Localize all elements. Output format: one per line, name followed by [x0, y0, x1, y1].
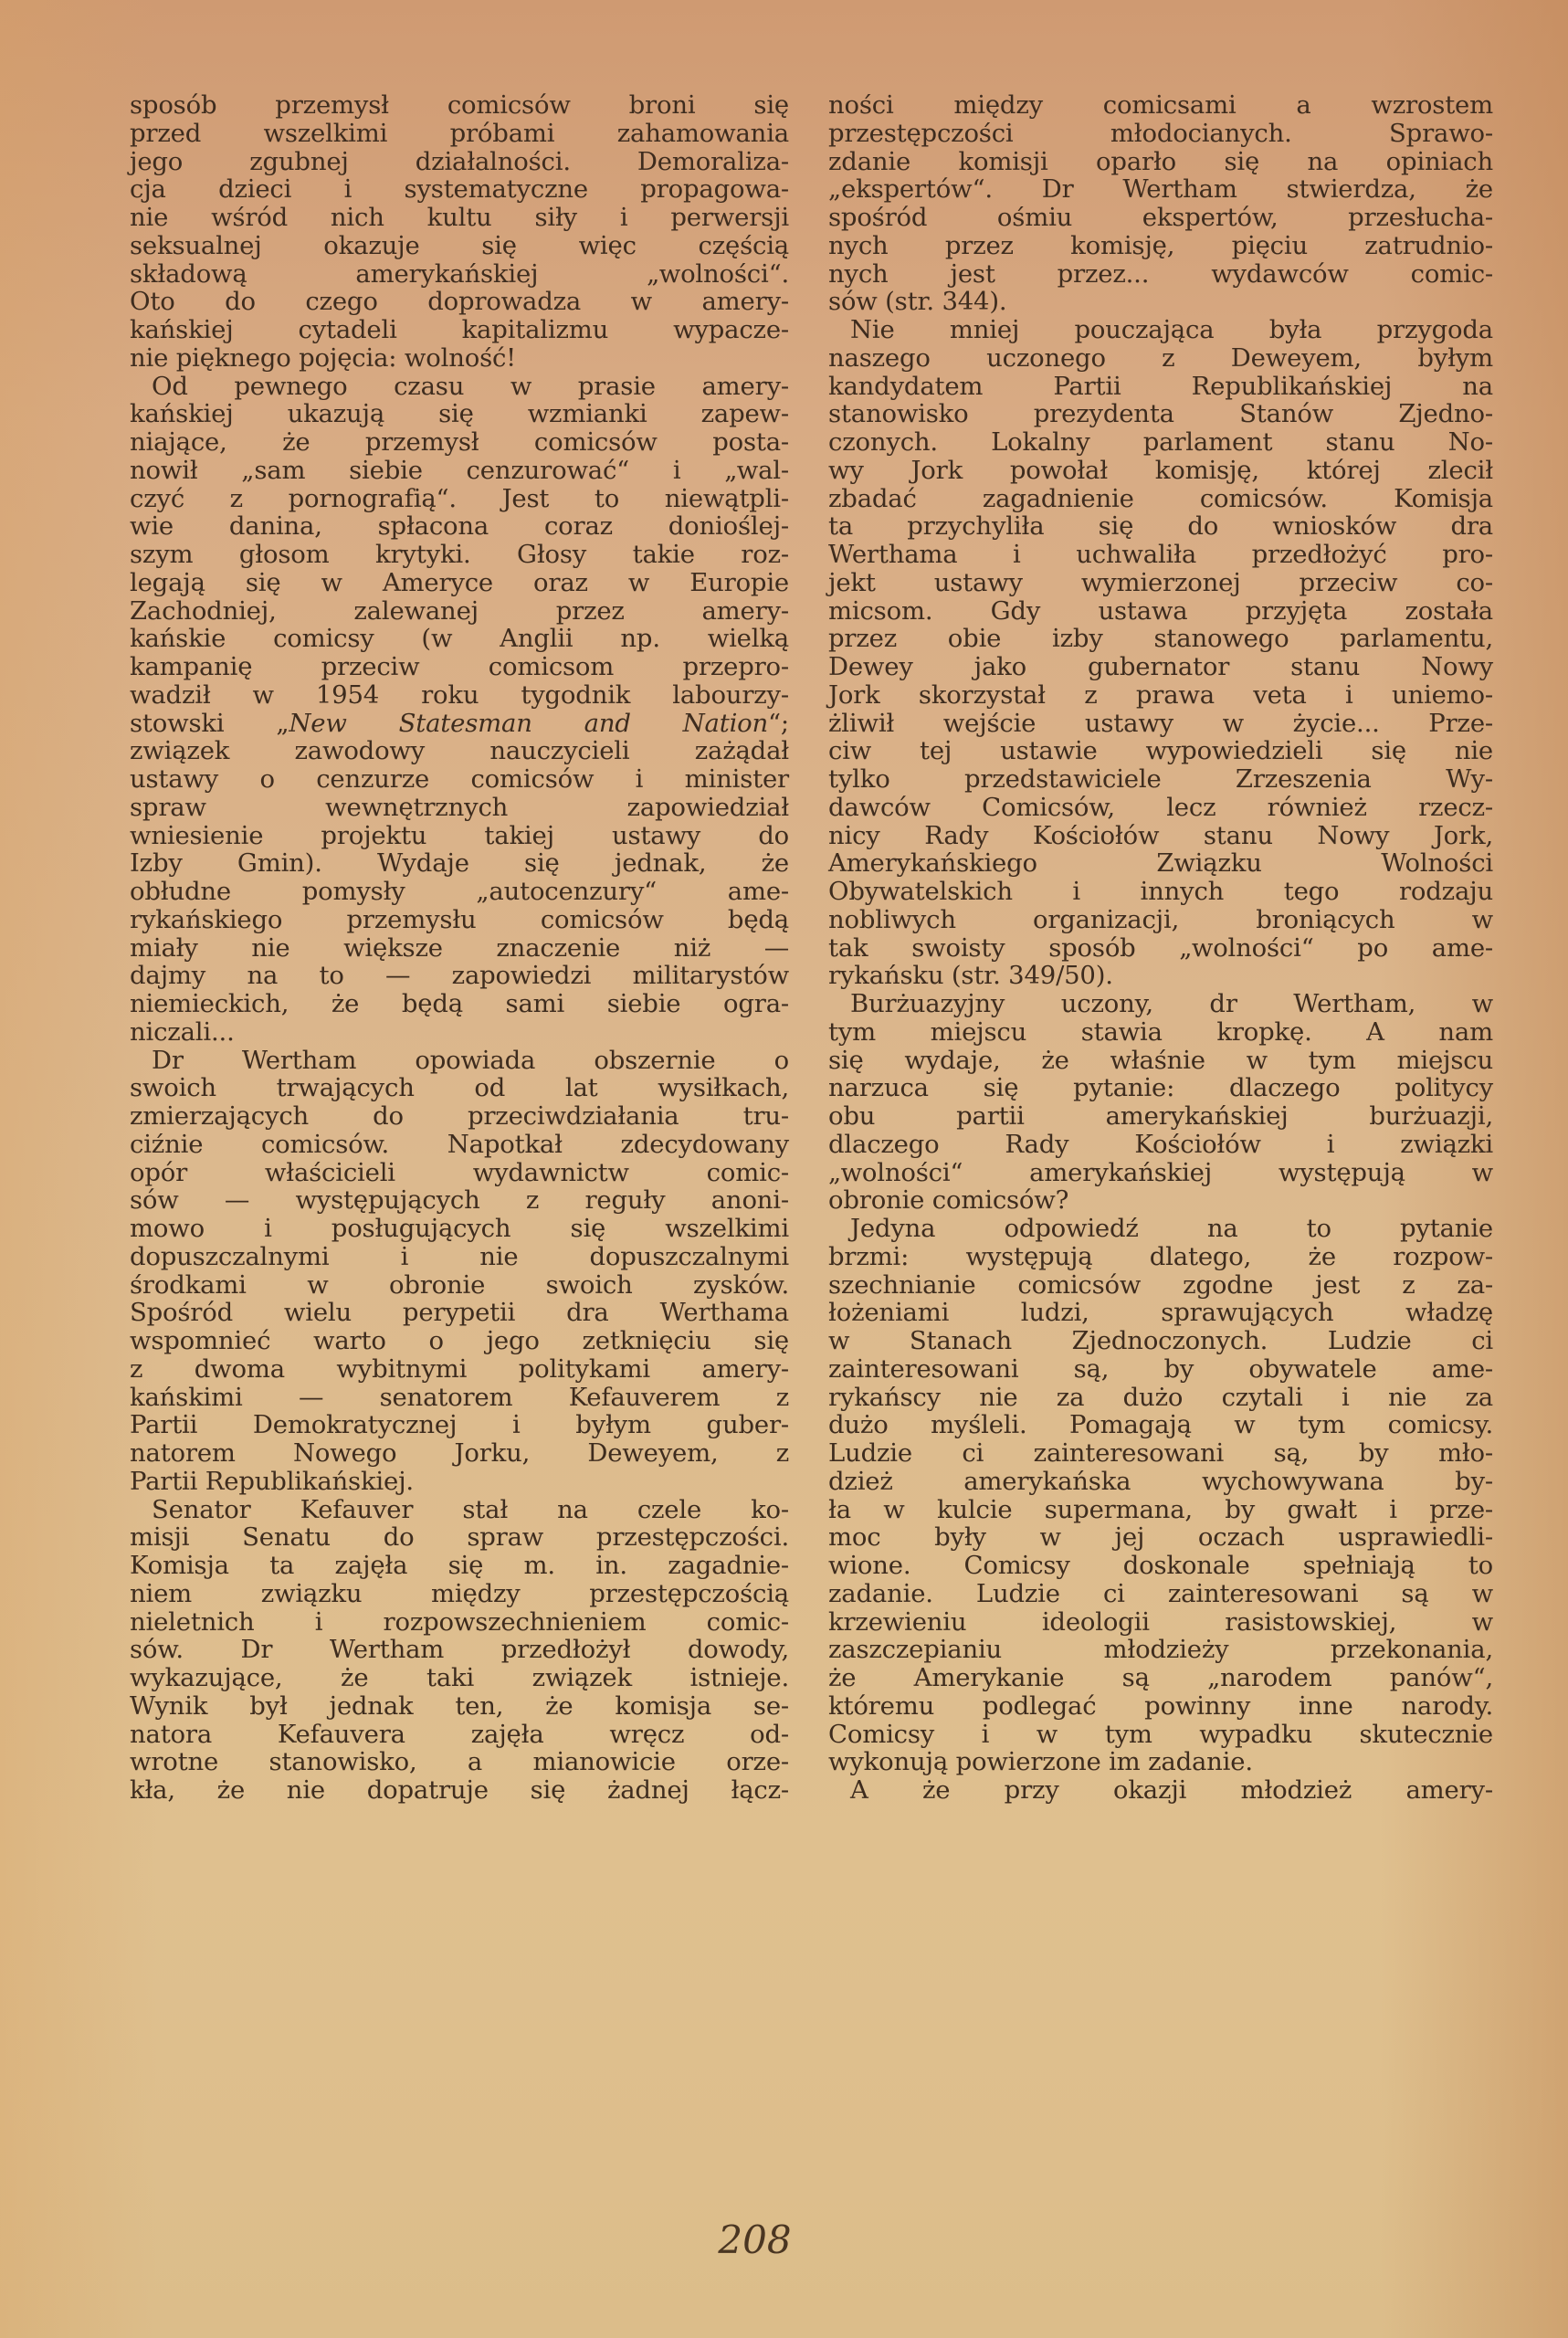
- text-line: dawców Comicsów, lecz również rzecz-: [828, 792, 1493, 822]
- text-line: z dwoma wybitnymi politykami amery-: [130, 1353, 789, 1384]
- text-line: kańskie comicsy (w Anglii np. wielką: [130, 624, 789, 654]
- text-line: dużo myśleli. Pomagają w tym comicsy.: [828, 1410, 1493, 1440]
- text-line: obu partii amerykańskiej burżuazji,: [828, 1101, 1493, 1131]
- text-line: kampanię przeciw comicsom przepro-: [130, 652, 789, 681]
- text-line: kła, że nie dopatruje się żadnej łącz-: [130, 1775, 789, 1805]
- text-line: zadanie. Ludzie ci zainteresowani są w: [828, 1578, 1493, 1608]
- text-line: Wynik był jednak ten, że komisja se-: [130, 1690, 789, 1721]
- text-line: zaszczepianiu młodzieży przekonania,: [828, 1635, 1493, 1665]
- text-line: nowił „sam siebie cenzurować“ i „wal-: [130, 455, 789, 485]
- text-line: kandydatem Partii Republikańskiej na: [828, 371, 1493, 401]
- left-text-column: [130, 91, 789, 1805]
- text-line: „wolności“ amerykańskiej występują w: [828, 1157, 1493, 1187]
- text-line: któremu podlegać powinny inne narody.: [828, 1690, 1493, 1721]
- text-line: brzmi: występują dlatego, że rozpow-: [828, 1241, 1493, 1271]
- text-line: obronie comicsów?: [828, 1185, 1069, 1216]
- text-line: nie pięknego pojęcia: wolność!: [130, 342, 517, 373]
- text-line: tak swoisty sposób „wolności“ po ame-: [828, 932, 1493, 963]
- text-line: kańskiej ukazują się wzmianki zapew-: [130, 399, 789, 429]
- text-line: wy Jork powołał komisję, której zlecił: [828, 455, 1493, 485]
- text-line: środkami w obronie swoich zysków.: [130, 1269, 789, 1300]
- text-line: narzuca się pytanie: dlaczego politycy: [828, 1073, 1493, 1103]
- text-line: micsom. Gdy ustawa przyjęta została: [828, 595, 1493, 626]
- text-line: Jork skorzystał z prawa veta i uniemo-: [828, 679, 1493, 710]
- text-line: niem związku między przestępczością: [130, 1578, 789, 1608]
- text-line: zbadać zagadnienie comicsów. Komisja: [828, 483, 1493, 513]
- text-line: spraw wewnętrznych zapowiedział: [130, 792, 789, 822]
- text-line: żliwił wejście ustawy w życie... Prze-: [828, 708, 1493, 738]
- text-line: Partii Demokratycznej i byłym guber-: [130, 1410, 789, 1440]
- text-line: ta przychyliła się do wniosków dra: [828, 511, 1493, 542]
- text-line: sów — występujących z reguły anoni-: [130, 1185, 789, 1216]
- text-line: wspomnieć warto o jego zetknięciu się: [130, 1326, 789, 1355]
- text-line: ustawy o cenzurze comicsów i minister: [130, 764, 789, 794]
- right-text-column: [828, 91, 1493, 1805]
- text-line: ciw tej ustawie wypowiedzieli się nie: [828, 736, 1493, 766]
- text-line: Spośród wielu perypetii dra Werthama: [130, 1298, 789, 1328]
- text-line: miały nie większe znaczenie niż —: [130, 932, 789, 963]
- text-line: stanowisko prezydenta Stanów Zjedno-: [828, 399, 1493, 429]
- text-line: ła w kulcie supermana, by gwałt i prze-: [828, 1494, 1493, 1524]
- text-line: niające, że przemysł comicsów posta-: [130, 427, 789, 457]
- text-line: niczali...: [130, 1016, 235, 1047]
- text-line: Nie mniej pouczająca była przygoda: [850, 315, 1493, 344]
- text-line: nicy Rady Kościołów stanu Nowy Jork,: [828, 820, 1493, 850]
- text-line: stowski „New Statesman and Nation“;: [130, 708, 789, 738]
- text-line: sów (str. 344).: [828, 287, 1007, 317]
- text-line: spośród ośmiu ekspertów, przesłucha-: [828, 203, 1493, 232]
- text-line: nieletnich i rozpowszechnieniem comic-: [130, 1606, 789, 1637]
- text-line: kańskimi — senatorem Kefauverem z: [130, 1382, 789, 1412]
- text-line: czyć z pornografią“. Jest to niewątpli-: [130, 483, 789, 513]
- text-line: Izby Gmin). Wydaje się jednak, że: [130, 848, 789, 879]
- text-line: jego zgubnej działalności. Demoraliza-: [130, 146, 789, 176]
- text-line: czonych. Lokalny parlament stanu No-: [828, 427, 1493, 457]
- text-line: wykazujące, że taki związek istnieje.: [130, 1663, 789, 1692]
- text-line: Zachodniej, zalewanej przez amery-: [130, 595, 789, 626]
- text-line: nych przez komisję, pięciu zatrudnio-: [828, 230, 1493, 260]
- text-line: przestępczości młodocianych. Sprawo-: [828, 118, 1493, 148]
- text-line: dlaczego Rady Kościołów i związki: [828, 1129, 1493, 1159]
- text-line: nie wśród nich kultu siły i perwersji: [130, 203, 789, 232]
- text-line: tylko przedstawiciele Zrzeszenia Wy-: [828, 764, 1493, 794]
- text-line: składową amerykańskiej „wolności“.: [130, 258, 789, 289]
- text-line: związek zawodowy nauczycieli zażądał: [130, 736, 789, 766]
- text-line: ności między comicsami a wzrostem: [828, 90, 1493, 120]
- text-line: dzież amerykańska wychowywana by-: [828, 1466, 1493, 1496]
- text-line: nych jest przez... wydawców comic-: [828, 258, 1493, 289]
- text-line: ciźnie comicsów. Napotkał zdecydowany: [130, 1129, 789, 1159]
- text-line: Jedyna odpowiedź na to pytanie: [850, 1214, 1493, 1243]
- text-line: Od pewnego czasu w prasie amery-: [152, 371, 789, 401]
- text-line: dopuszczalnymi i nie dopuszczalnymi: [130, 1241, 789, 1271]
- text-line: Komisja ta zajęła się m. in. zagadnie-: [130, 1551, 789, 1580]
- text-line: natorem Nowego Jorku, Deweyem, z: [130, 1438, 789, 1468]
- text-line: „ekspertów“. Dr Wertham stwierdza, że: [828, 174, 1493, 205]
- text-line: wykonują powierzone im zadanie.: [828, 1747, 1253, 1777]
- text-line: wione. Comicsy doskonale spełniają to: [828, 1551, 1493, 1580]
- text-line: tym miejscu stawia kropkę. A nam: [828, 1016, 1493, 1047]
- text-line: rykańsku (str. 349/50).: [828, 961, 1113, 991]
- text-line: Comicsy i w tym wypadku skutecznie: [828, 1719, 1493, 1749]
- text-line: w Stanach Zjednoczonych. Ludzie ci: [828, 1326, 1493, 1355]
- text-line: wadził w 1954 roku tygodnik labourzy-: [130, 679, 789, 710]
- text-line: kańskiej cytadeli kapitalizmu wypacze-: [130, 315, 789, 344]
- text-line: Obywatelskich i innych tego rodzaju: [828, 877, 1493, 906]
- text-line: swoich trwających od lat wysiłkach,: [130, 1073, 789, 1103]
- text-line: rykańskiego przemysłu comicsów będą: [130, 904, 789, 934]
- text-line: A że przy okazji młodzież amery-: [850, 1775, 1493, 1805]
- text-line: przez obie izby stanowego parlamentu,: [828, 624, 1493, 654]
- text-line: Ludzie ci zainteresowani są, by mło-: [828, 1438, 1493, 1468]
- text-line: obłudne pomysły „autocenzury“ ame-: [130, 877, 789, 906]
- text-line: Oto do czego doprowadza w amery-: [130, 287, 789, 317]
- text-line: zmierzających do przeciwdziałania tru-: [130, 1101, 789, 1131]
- text-line: cja dzieci i systematyczne propagowa-: [130, 174, 789, 205]
- text-line: jekt ustawy wymierzonej przeciw co-: [828, 567, 1493, 597]
- text-line: że Amerykanie są „narodem panów“,: [828, 1663, 1493, 1692]
- text-line: wie danina, spłacona coraz donioślej-: [130, 511, 789, 542]
- text-line: Burżuazyjny uczony, dr Wertham, w: [850, 989, 1493, 1018]
- text-line: rykańscy nie za dużo czytali i nie za: [828, 1382, 1493, 1412]
- text-line: Partii Republikańskiej.: [130, 1466, 414, 1496]
- text-line: naszego uczonego z Deweyem, byłym: [828, 342, 1493, 373]
- text-line: mowo i posługujących się wszelkimi: [130, 1214, 789, 1243]
- text-line: legają się w Ameryce oraz w Europie: [130, 567, 789, 597]
- text-line: wniesienie projektu takiej ustawy do: [130, 820, 789, 850]
- text-line: szechnianie comicsów zgodne jest z za-: [828, 1269, 1493, 1300]
- text-line: misji Senatu do spraw przestępczości.: [130, 1522, 789, 1553]
- text-line: niemieckich, że będą sami siebie ogra-: [130, 989, 789, 1018]
- italic-title: New Statesman and Nation: [289, 708, 769, 738]
- text-line: seksualnej okazuje się więc częścią: [130, 230, 789, 260]
- text-line: Senator Kefauver stał na czele ko-: [152, 1494, 789, 1524]
- text-line: łożeniami ludzi, sprawujących władzę: [828, 1298, 1493, 1328]
- text-line: nobliwych organizacji, broniących w: [828, 904, 1493, 934]
- text-line: Dr Wertham opowiada obszernie o: [152, 1045, 789, 1075]
- page-number: 208: [718, 2217, 792, 2262]
- text-line: wrotne stanowisko, a mianowicie orze-: [130, 1747, 789, 1777]
- text-line: szym głosom krytyki. Głosy takie roz-: [130, 540, 789, 569]
- text-line: zdanie komisji oparło się na opiniach: [828, 146, 1493, 176]
- text-line: Dewey jako gubernator stanu Nowy: [828, 652, 1493, 681]
- text-line: moc były w jej oczach usprawiedli-: [828, 1522, 1493, 1553]
- text-line: dajmy na to — zapowiedzi militarystów: [130, 961, 789, 991]
- text-line: sposób przemysł comicsów broni się: [130, 90, 789, 120]
- text-line: Amerykańskiego Związku Wolności: [828, 848, 1493, 879]
- text-line: krzewieniu ideologii rasistowskiej, w: [828, 1606, 1493, 1637]
- text-line: natora Kefauvera zajęła wręcz od-: [130, 1719, 789, 1749]
- text-line: Werthama i uchwaliła przedłożyć pro-: [828, 540, 1493, 569]
- text-line: zainteresowani są, by obywatele ame-: [828, 1353, 1493, 1384]
- text-line: przed wszelkimi próbami zahamowania: [130, 118, 789, 148]
- text-line: opór właścicieli wydawnictw comic-: [130, 1157, 789, 1187]
- text-line: sów. Dr Wertham przedłożył dowody,: [130, 1635, 789, 1665]
- text-line: się wydaje, że właśnie w tym miejscu: [828, 1045, 1493, 1075]
